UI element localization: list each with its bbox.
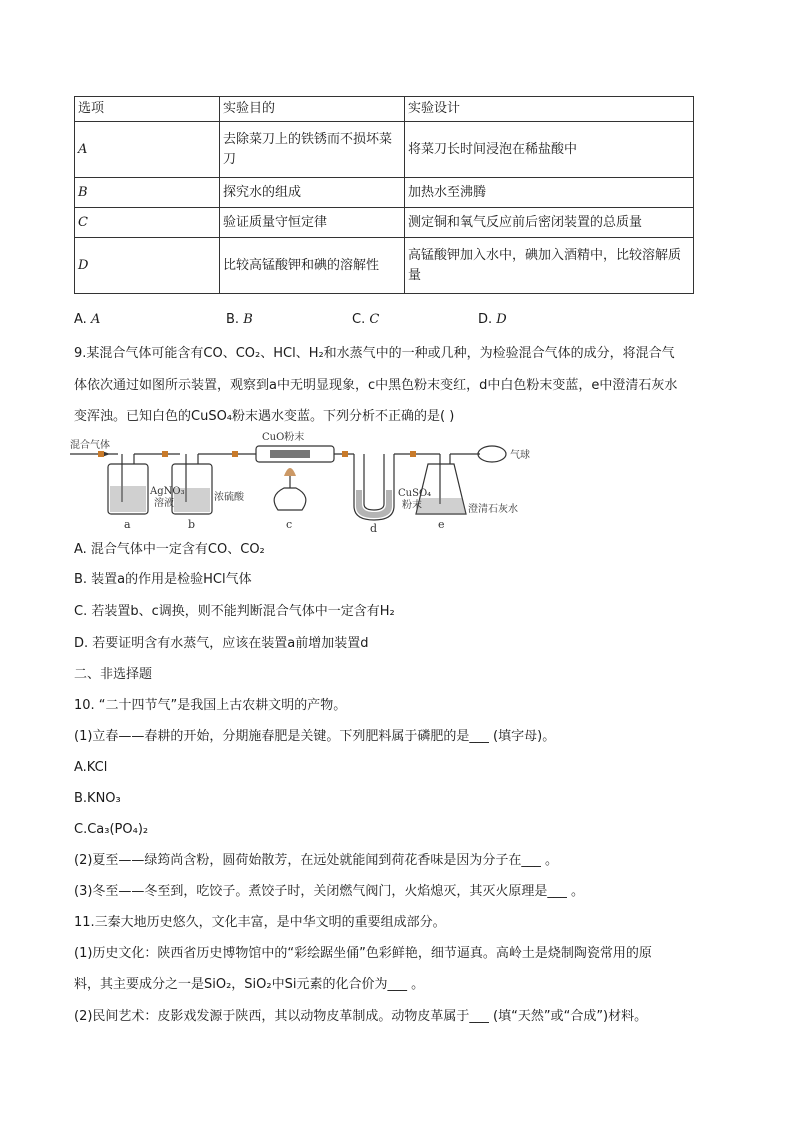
q10-part3: (3)冬至——冬至到，吃饺子。煮饺子时，关闭燃气阀门，火焰熄灭，其灭火原理是___ 。 <box>74 884 585 899</box>
row-design: 测定铜和氧气反应前后密闭装置的总质量 <box>405 208 694 238</box>
balloon-label: 气球 <box>510 450 530 461</box>
cuo-label: CuO粉末 <box>262 432 305 443</box>
row-purpose: 验证质量守恒定律 <box>220 208 405 238</box>
connector-icon <box>342 451 348 457</box>
header-option: 选项 <box>75 97 220 122</box>
table-header-row <box>75 97 694 122</box>
letter-a: a <box>124 518 131 531</box>
letter-c: c <box>286 518 293 531</box>
gas-label: 混合气体 <box>70 440 110 451</box>
q10-stem: 10. “二十四节气”是我国上古农耕文明的产物。 <box>74 698 347 713</box>
agno3-label-2: 溶液 <box>154 498 174 509</box>
choice-a[interactable]: A. A <box>74 312 101 327</box>
choice-d[interactable]: D. D <box>478 312 507 327</box>
section-title: 二、非选择题 <box>74 667 153 682</box>
row-option: B <box>75 178 220 208</box>
cuso4-powder <box>356 490 392 518</box>
table-row <box>75 122 694 178</box>
table-row <box>75 238 694 294</box>
agno3-label: AgNO₃ <box>150 486 185 497</box>
limewater <box>416 498 466 514</box>
q9-option-d[interactable]: D. 若要证明含有水蒸气，应该在装置a前增加装置d <box>74 636 369 651</box>
choice-b[interactable]: B. B <box>226 312 253 327</box>
q11-part1-line1: (1)历史文化：陕西省历史博物馆中的“彩绘踞坐俑”色彩鲜艳，细节逼真。高岭土是烧制陶瓷常用的原 <box>74 946 652 961</box>
cuso4-label: CuSO₄ <box>398 488 432 499</box>
connector-icon <box>98 451 104 457</box>
alcohol-lamp <box>274 488 306 510</box>
row-purpose: 探究水的组成 <box>220 178 405 208</box>
q11-stem: 11.三秦大地历史悠久，文化丰富，是中华文明的重要组成部分。 <box>74 915 446 930</box>
row-design: 高锰酸钾加入水中，碘加入酒精中，比较溶解质量 <box>405 238 694 294</box>
q10-option-a: A.KCl <box>74 760 108 775</box>
limewater-label: 澄清石灰水 <box>468 504 518 515</box>
experiment-table <box>74 96 694 294</box>
balloon <box>478 446 506 462</box>
table-row <box>75 208 694 238</box>
q9-stem-line1: 9.某混合气体可能含有CO、CO₂、HCl、H₂和水蒸气中的一种或几种，为检验混合气体的成分，将混合气 <box>74 346 675 361</box>
cuso4-label-2: 粉末 <box>402 500 422 511</box>
row-option: D <box>75 238 220 294</box>
q9-stem-line2: 体依次通过如图所示装置，观察到a中无明显现象，c中黑色粉末变红，d中白色粉末变蓝，e中澄清石灰水 <box>74 378 678 393</box>
q10-part2: (2)夏至——绿筠尚含粉，圆荷始散芳，在远处就能闻到荷花香味是因为分子在___ 。 <box>74 853 559 868</box>
row-option: C <box>75 208 220 238</box>
q9-option-b[interactable]: B. 装置a的作用是检验HCl气体 <box>74 572 252 587</box>
q9-option-a[interactable]: A. 混合气体中一定含有CO、CO₂ <box>74 542 265 557</box>
flame-icon <box>284 468 296 476</box>
row-design: 加热水至沸腾 <box>405 178 694 208</box>
choice-c[interactable]: C. C <box>352 312 380 327</box>
q8-choices <box>74 312 634 330</box>
table-row <box>75 178 694 208</box>
agno3-solution <box>110 486 146 512</box>
apparatus-diagram <box>70 430 540 534</box>
cuo-powder <box>270 450 310 458</box>
header-purpose: 实验目的 <box>220 97 405 122</box>
letter-d: d <box>370 522 378 534</box>
q9-stem-line3: 变浑浊。已知白色的CuSO₄粉末遇水变蓝。下列分析不正确的是( ) <box>74 409 455 424</box>
letter-b: b <box>188 518 196 531</box>
q11-part1-line2: 料，其主要成分之一是SiO₂，SiO₂中Si元素的化合价为___ 。 <box>74 977 425 992</box>
row-design: 将菜刀长时间浸泡在稀盐酸中 <box>405 122 694 178</box>
h2so4-label: 浓硫酸 <box>214 492 244 503</box>
connector-icon <box>162 451 168 457</box>
row-purpose: 去除菜刀上的铁锈而不损坏菜刀 <box>220 122 405 178</box>
letter-e: e <box>438 518 445 531</box>
q9-option-c[interactable]: C. 若装置b、c调换，则不能判断混合气体中一定含有H₂ <box>74 604 395 619</box>
q10-part1: (1)立春——春耕的开始，分期施春肥是关键。下列肥料属于磷肥的是___ (填字母)。 <box>74 729 556 744</box>
row-purpose: 比较高锰酸钾和碘的溶解性 <box>220 238 405 294</box>
row-option: A <box>75 122 220 178</box>
q10-option-b: B.KNO₃ <box>74 791 121 806</box>
connector-icon <box>232 451 238 457</box>
header-design: 实验设计 <box>405 97 694 122</box>
connector-icon <box>410 451 416 457</box>
q10-option-c: C.Ca₃(PO₄)₂ <box>74 822 149 837</box>
q11-part2: (2)民间艺术：皮影戏发源于陕西，其以动物皮革制成。动物皮革属于___ (填“天然”或“合成”)材料。 <box>74 1009 648 1024</box>
